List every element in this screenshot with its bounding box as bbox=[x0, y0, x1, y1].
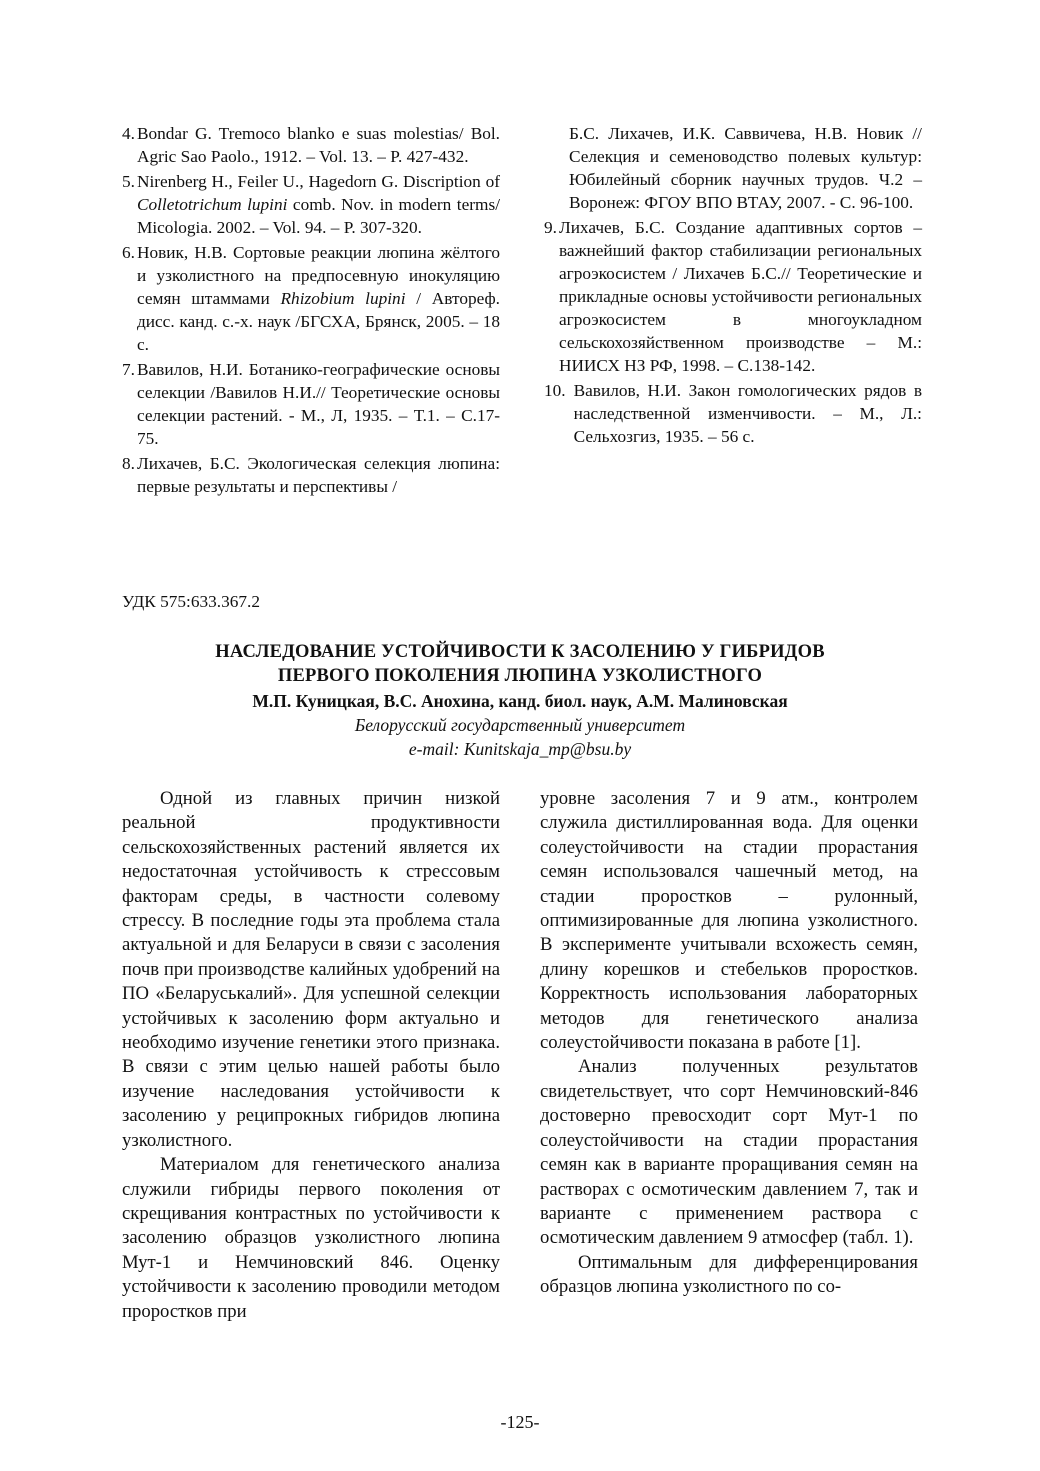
udk-code: УДК 575:633.367.2 bbox=[122, 592, 260, 611]
article-header bbox=[0, 640, 1040, 761]
article-body bbox=[122, 787, 918, 1324]
reference-continuation bbox=[544, 122, 922, 214]
reference-text: Лихачев, Б.С. Создание адаптивных сортов – важнейший фактор стабилизации региональных агроэкосистем / Лихачев Б.С.// Теоретические и прикладные основы устойчивости региональных агроэкосистем в многоукладном сельскохозяйственном производстве – М.: НИИСХ НЗ РФ, 1998. – С.138-142. bbox=[558, 218, 922, 375]
reference-number: 10. bbox=[544, 381, 566, 400]
body-paragraph: Оптимальным для дифференцирования образцов люпина узколистного по со- bbox=[540, 1251, 918, 1298]
reference-item bbox=[544, 379, 922, 448]
body-paragraph: Одной из главных причин низкой реальной продуктивности сельскохозяйственных растений является их недостаточная устойчивость к стрессовым факторам среды, в частности солевому стрессу. В последние годы эта проблема стала актуальной и для Беларуси в связи с засоления почв при производстве калийных удобрений на ПО «Беларуськалий». Для успешной селекции устойчивых к засолению форм актуально и необходимо изучение генетики этого признака. В связи с этим целью нашей работы было изучение наследования устойчивости к засолению у реципрокных гибридов люпина узколистного. bbox=[122, 788, 500, 1151]
reference-number: 9. bbox=[544, 218, 557, 237]
reference-text: Вавилов, Н.И. Ботанико-географические основы селекции /Вавилов Н.И.// Теоретические основы селекции растений. - М., Л, 1935. – Т.1. – С.17-75. bbox=[136, 360, 500, 448]
reference-text: Лихачев, Б.С. Экологическая селекция люпина: первые результаты и перспективы / bbox=[136, 454, 500, 496]
references-right-column bbox=[544, 122, 922, 500]
body-paragraph-continuation: уровне засоления 7 и 9 атм., контролем служила дистиллированная вода. Для оценки солеустойчивости на стадии прорастания семян использовался чашечный метод, на стадии проростков – рулонный, оптимизированные для люпина узколистного. В эксперименте учитывали всхожесть семян, длину корешков и стебельков проростков. Корректность использования лабораторных методов для генетического анализа солеустойчивости показана в работе [1]. bbox=[540, 788, 918, 1054]
reference-item bbox=[122, 170, 500, 239]
reference-item bbox=[122, 452, 500, 498]
reference-number: 8. bbox=[122, 454, 135, 473]
body-paragraph: Материалом для генетического анализа служили гибриды первого поколения от скрещивания контрастных по устойчивости к засолению образцов узколистного люпина Мут-1 и Немчиновский 846. Оценку устойчивости к засолению проводили методом проростков при bbox=[122, 1154, 500, 1322]
body-paragraph: Анализ полученных результатов свидетельствует, что сорт Немчиновский-846 достоверно превосходит сорт Мут-1 по солеустойчивости на стадии прорастания семян как в варианте проращивания семян на растворах с осмотическим давлением 7, так и варианте с применением раствора с осмотическим давлением 9 атмосфер (табл. 1). bbox=[540, 1056, 918, 1249]
reference-item bbox=[122, 122, 500, 168]
species-name: Colletotrichum lupini bbox=[136, 195, 288, 214]
reference-item bbox=[122, 358, 500, 450]
references-section bbox=[122, 122, 922, 500]
references-left-column bbox=[122, 122, 500, 500]
page-number: -125- bbox=[500, 1412, 540, 1432]
reference-text: Вавилов, Н.И. Закон гомологических рядов в наследственной изменчивости. – М., Л.: Сельхозгиз, 1935. – 56 с. bbox=[573, 381, 922, 446]
article-title-line-1: НАСЛЕДОВАНИЕ УСТОЙЧИВОСТИ К ЗАСОЛЕНИЮ У ГИБРИДОВ bbox=[215, 642, 825, 662]
reference-text: Новик, Н.В. Сортовые реакции люпина жёлтого и узколистного на предпосевную инокуляцию семян штаммами Rhizobium lupini / Автореф. дисс. канд. с.-х. наук /БГСХА, Брянск, 2005. – 18 с. bbox=[136, 243, 500, 354]
reference-text: Bondar G. Tremoco blanko e suas molestias/ Bol. Agric Sao Paolo., 1912. – Vol. 13. – P. 427-432. bbox=[136, 124, 500, 166]
reference-number: 4. bbox=[122, 124, 135, 143]
reference-number: 7. bbox=[122, 360, 135, 379]
body-left-column bbox=[122, 787, 500, 1324]
article-authors: М.П. Куницкая, В.С. Анохина, канд. биол. наук, А.М. Малиновская bbox=[252, 691, 788, 711]
article-affiliation: Белорусский государственный университет bbox=[354, 715, 686, 735]
article-email: e-mail: Kunitskaja_mp@bsu.by bbox=[408, 739, 632, 759]
reference-item bbox=[544, 216, 922, 377]
reference-item bbox=[122, 241, 500, 356]
reference-number: 6. bbox=[122, 243, 135, 262]
article-title-line-2: ПЕРВОГО ПОКОЛЕНИЯ ЛЮПИНА УЗКОЛИСТНОГО bbox=[277, 666, 763, 686]
reference-number: 5. bbox=[122, 172, 135, 191]
body-right-column bbox=[540, 787, 918, 1324]
reference-text: Nirenberg H., Feiler U., Hagedorn G. Discription of Colletotrichum lupini comb. Nov. in modern terms/ Micologia. 2002. – Vol. 94. – P. 307-320. bbox=[136, 172, 500, 237]
species-name: Rhizobium lupini bbox=[280, 289, 406, 308]
reference-text: Б.С. Лихачев, И.К. Саввичева, Н.В. Новик //Селекция и семеноводство полевых культур: Юбилейный сборник научных трудов. Ч.2 – Воронеж: ФГОУ ВПО ВТАУ, 2007. - С. 96-100. bbox=[569, 124, 922, 212]
